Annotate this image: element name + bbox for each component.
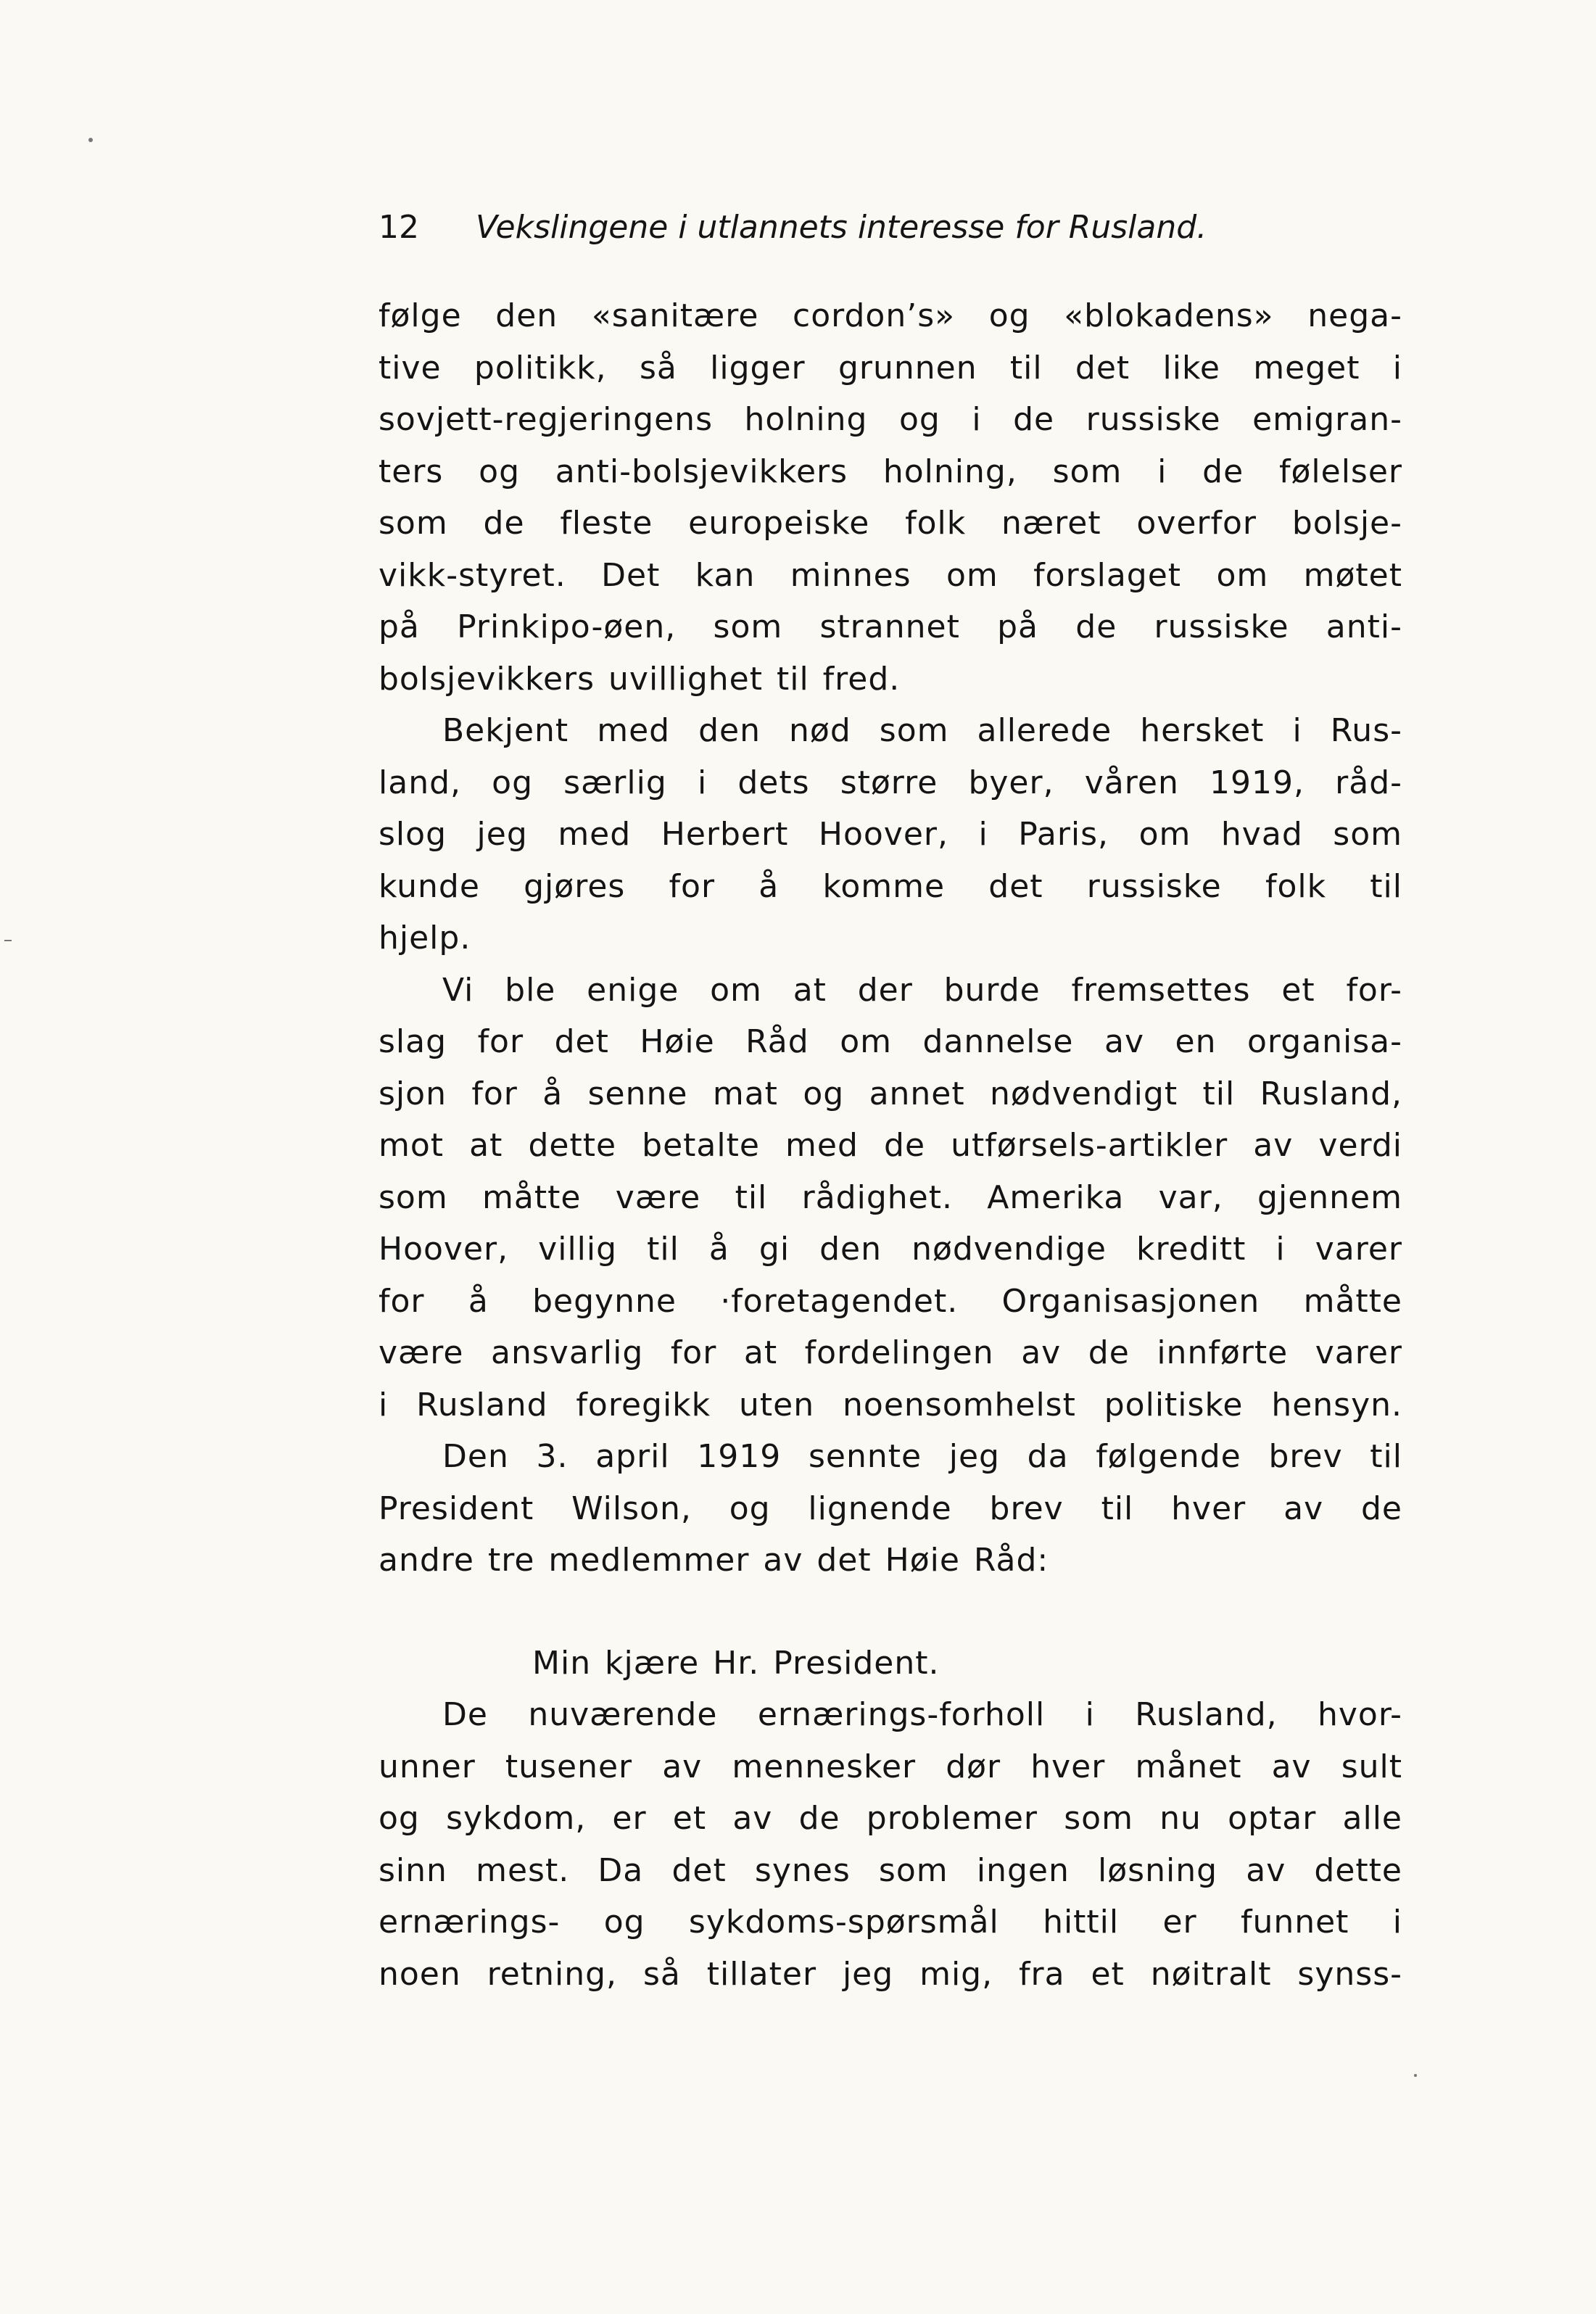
- text-line: mot at dette betalte med de utførsels-artikler av verdi: [379, 1127, 1402, 1164]
- body-text: [379, 290, 1402, 2000]
- text-line: sinn mest. Da det synes som ingen løsning av dette: [379, 1851, 1402, 1889]
- text-line: hjelp.: [379, 920, 471, 956]
- text-line: ernærings- og sykdoms-spørsmål hittil er funnet i: [379, 1904, 1402, 1941]
- page-header: [379, 199, 1408, 257]
- text-line: som de fleste europeiske folk næret overfor bolsje-: [379, 505, 1402, 542]
- text-line: sovjett-regjeringens holning og i de russiske emigran-: [379, 401, 1402, 438]
- letter-salutation: Min kjære Hr. President.: [532, 1644, 940, 1682]
- text-line: noen retning, så tillater jeg mig, fra et nøitralt synss-: [379, 1955, 1402, 1993]
- text-line: for å begynne ·foretagendet. Organisasjonen måtte: [379, 1282, 1402, 1320]
- text-line: land, og særlig i dets større byer, våren 1919, råd-: [379, 764, 1402, 801]
- text-line: som måtte være til rådighet. Amerika var, gjennem: [379, 1178, 1402, 1216]
- text-line: President Wilson, og lignende brev til hver av de: [379, 1489, 1402, 1527]
- text-line: bolsjevikkers uvillighet til fred.: [379, 660, 901, 698]
- letter-spacer: [379, 1587, 1402, 1637]
- text-line: og sykdom, er et av de problemer som nu optar alle: [379, 1800, 1402, 1837]
- text-line: følge den «sanitære cordon’s» og «blokadens» nega-: [379, 297, 1402, 334]
- text-line: kunde gjøres for å komme det russiske folk til: [379, 867, 1402, 905]
- text-line: andre tre medlemmer av det Høie Råd:: [379, 1542, 1049, 1579]
- paragraph-first-line: De nuværende ernærings-forholl i Rusland, hvor-: [442, 1696, 1402, 1733]
- running-title: Vekslingene i utlannets interesse for Rusland.: [476, 209, 1207, 246]
- text-line: Hoover, villig til å gi den nødvendige kreditt i varer: [379, 1231, 1402, 1268]
- paragraph-first-line: Den 3. april 1919 sennte jeg da følgende brev til: [442, 1438, 1402, 1475]
- text-line: sjon for å senne mat og annet nødvendigt til Rusland,: [379, 1075, 1402, 1112]
- text-line: slag for det Høie Råd om dannelse av en organisa-: [379, 1023, 1402, 1060]
- paper-speck: [1414, 2074, 1417, 2077]
- text-line: ters og anti-bolsjevikkers holning, som i de følelser: [379, 453, 1402, 490]
- paragraph-first-line: Bekjent med den nød som allerede hersket i Rus-: [442, 712, 1402, 749]
- text-line: vikk-styret. Det kan minnes om forslaget om møtet: [379, 556, 1402, 594]
- page-number: 12: [379, 209, 419, 246]
- paper-mark: [4, 940, 12, 941]
- text-line: være ansvarlig for at fordelingen av de innførte varer: [379, 1334, 1402, 1371]
- text-line: i Rusland foregikk uten noensomhelst politiske hensyn.: [379, 1386, 1402, 1423]
- text-line: på Prinkipo-øen, som strannet på de russiske anti-: [379, 608, 1402, 645]
- text-line: slog jeg med Herbert Hoover, i Paris, om hvad som: [379, 816, 1402, 853]
- text-line: unner tusener av mennesker dør hver månet av sult: [379, 1748, 1402, 1785]
- paper-speck: [88, 138, 93, 142]
- paragraph-first-line: Vi ble enige om at der burde fremsettes et for-: [442, 971, 1402, 1009]
- text-line: tive politikk, så ligger grunnen til det like meget i: [379, 349, 1402, 387]
